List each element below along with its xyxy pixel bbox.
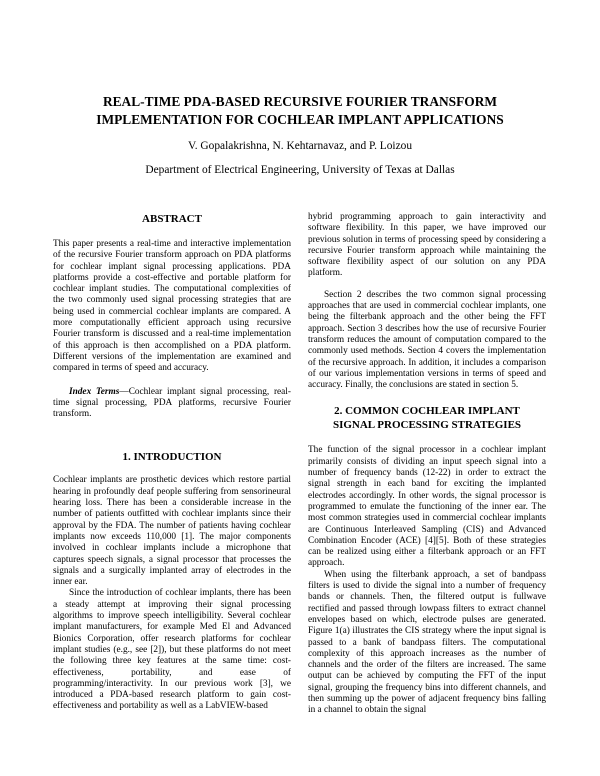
- index-terms-text: —Cochlear implant signal processing, real-time signal processing, PDA platforms, recursive Fourier transform.: [53, 386, 291, 420]
- title-line-2: IMPLEMENTATION FOR COCHLEAR IMPLANT APPLICATIONS: [96, 112, 504, 127]
- title-line-1: REAL-TIME PDA-BASED RECURSIVE FOURIER TRANSFORM: [102, 94, 498, 109]
- left-column: [53, 212, 291, 713]
- intro-paragraph-2: Since the introduction of cochlear implants, there has been a steady attempt at improving their signal processing algorithms to improve speech intelligibility. Several cochlear implant manufacturers, for example Med El and Advanced Bionics Corporation, offer research platforms for cochlear implant studies (e.g., see [2]), but these platforms do not meet the following three key features at the same time: cost-effectiveness, portability, and ease of programming/interactivity. In our previous work [3], we introduced a PDA-based research platform to gain cost-effectiveness and portability as well as a LabVIEW-based: [53, 588, 291, 712]
- paper-title: [60, 93, 540, 129]
- index-terms: [53, 387, 291, 421]
- section2-paragraph-2: When using the filterbank approach, a set of bandpass filters is used to divide the signal into a number of frequency bands or channels. Then, the filtered output is fullwave rectified and passed through lowpass filters to extract channel envelopes based on which, electrode pulses are generated. Figure 1(a) illustrates the CIS strategy where the input signal is passed to a bank of bandpass filters. The computational complexity of this approach increases as the number of channels and the order of the filters are increased. The same output can be achieved by computing the FFT of the input signal, grouping the frequency bins into different channels, and then summing up the power of adjacent frequency bins falling in a channel to obtain the signal: [308, 569, 546, 716]
- intro-paragraph-1: Cochlear implants are prosthetic devices which restore partial hearing in profoundly deaf people suffering from sensorineural hearing loss. There has been a considerable increase in the number of patients outfitted with cochlear implants since their approval by the FDA. The number of patients having cochlear implants now exceeds 110,000 [1]. The major components involved in cochlear implants include a microphone that captures speech signals, a signal processor that processes the signals and a surgically implanted array of electrodes in the inner ear.: [53, 475, 291, 588]
- affiliation: Department of Electrical Engineering, University of Texas at Dallas: [145, 164, 455, 176]
- intro-continued-paragraph: hybrid programming approach to gain interactivity and software flexibility. In this paper, we have improved our previous solution in terms of processing speed by considering a recursive Fourier transform approach while maintaining the software flexibility aspect of our solution on any PDA platform.: [308, 212, 546, 279]
- abstract-heading: ABSTRACT: [142, 213, 202, 225]
- section2-heading: [308, 404, 546, 432]
- right-column: [308, 212, 546, 717]
- abstract-text: This paper presents a real-time and interactive implementation of the recursive Fourier transform approach on PDA platforms for cochlear implant signal processing applications. PDA platforms provide a cost-effective and portable platform for cochlear implant studies. The computational complexities of the two commonly used signal processing strategies that are being used in commercial cochlear implants are compared. A more computationally efficient approach using recursive Fourier transform is discussed and a real-time implementation of this approach is then accomplished on a PDA platform. Different versions of the implementation are examined and compared in terms of speed and accuracy.: [53, 239, 291, 374]
- section2-heading-line-2: SIGNAL PROCESSING STRATEGIES: [332, 419, 522, 432]
- authors: V. Gopalakrishna, N. Kehtarnavaz, and P. Loizou: [187, 140, 413, 152]
- section2-paragraph-1: The function of the signal processor in a cochlear implant primarily consists of dividing an input speech signal into a number of frequency bands (12-22) in order to extract the signal strength in each band for exciting the implanted electrodes accordingly. In other words, the signal processor is programmed to emulate the functioning of the inner ear. The most common strategies used in commercial cochlear implants are Continuous Interleaved Sampling (CIS) and Advanced Combination Encoder (ACE) [4][5]. Both of these strategies can be realized using either a filterbank approach or an FFT approach.: [308, 445, 546, 569]
- outline-paragraph: Section 2 describes the two common signal processing approaches that are used in commercial cochlear implants, one being the filterbank approach and the other being the FFT approach. Section 3 describes how the use of recursive Fourier transform reduces the amount of computation compared to the commonly used methods. Section 4 covers the implementation of the recursive approach. In addition, it includes a comparison of our various implementation versions in terms of speed and accuracy. Finally, the conclusions are stated in section 5.: [308, 289, 546, 391]
- index-terms-label: Index Terms: [69, 386, 120, 397]
- intro-heading: 1. INTRODUCTION: [122, 451, 222, 464]
- section2-heading-line-1: 2. COMMON COCHLEAR IMPLANT: [334, 405, 520, 418]
